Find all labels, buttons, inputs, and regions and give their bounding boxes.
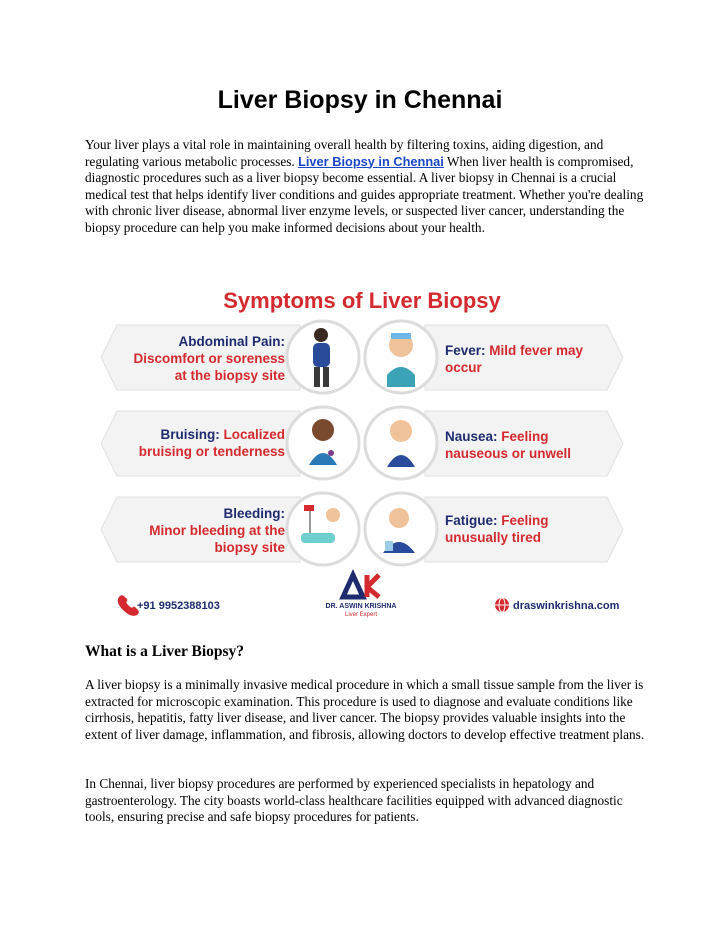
intro-text-start: Your liver plays a vital role in maintaining overall health by filtering toxins, aiding digestion, and regulating various metabolic processes. — [85, 137, 604, 169]
fever-line1 — [445, 343, 584, 358]
section-heading: What is a Liver Biopsy? — [85, 643, 245, 660]
fatigue-line1 — [445, 513, 549, 528]
intro-paragraph — [85, 137, 645, 236]
globe-icon — [495, 598, 509, 612]
bruising-heading: Bruising: — [160, 427, 220, 442]
abdominal-pain-line3: at the biopsy site — [174, 368, 285, 383]
bruising-rest: Localized — [219, 427, 285, 442]
logo-name: DR. ASWIN KRISHNA — [325, 603, 397, 610]
fever-heading: Fever: — [445, 343, 486, 358]
phone-icon — [118, 595, 139, 616]
bruising-line1 — [160, 427, 285, 442]
bleeding-line3: biopsy site — [214, 540, 285, 555]
chennai-paragraph: In Chennai, liver biopsy procedures are performed by experienced specialists in hepatology and gastroenterology. The city boasts world-class healthcare facilities equipped with advanced diagnostic tools, ensuring precise and safe biopsy procedures for patients. — [85, 776, 623, 824]
page-title: Liver Biopsy in Chennai — [217, 86, 503, 114]
bleeding-line2: Minor bleeding at the — [149, 523, 285, 538]
dr-aswin-krishna-logo-icon — [343, 575, 379, 597]
nausea-rest: Feeling — [497, 429, 549, 444]
fatigue-rest: Feeling — [497, 513, 549, 528]
fever-line2: occur — [445, 360, 482, 375]
infographic-svg — [95, 275, 630, 625]
website-url[interactable]: draswinkrishna.com — [513, 600, 620, 612]
abdominal-pain-line2: Discomfort or soreness — [133, 351, 285, 366]
fatigue-line2: unusually tired — [445, 530, 542, 545]
intro-text-end: When liver health is compromised, diagnostic procedures such as a liver biopsy become essential. A liver biopsy in Chennai is a crucial medical test that helps identify liver conditions and guides appropriate treatment. Whether you're dealing with chronic liver disease, abnormal liver enzyme levels, or suspected liver cancer, understanding the biopsy procedure can help you make informed decisions about your health. — [85, 153, 644, 235]
liver-biopsy-link[interactable]: Liver Biopsy in Chennai — [298, 153, 444, 169]
fever-rest: Mild fever may — [485, 343, 584, 358]
infographic-title: Symptoms of Liver Biopsy — [223, 288, 501, 313]
symptoms-infographic — [95, 275, 630, 625]
logo-subtitle: Liver Expert — [344, 612, 378, 618]
bleeding-heading: Bleeding: — [223, 506, 285, 521]
nausea-heading: Nausea: — [445, 429, 498, 444]
abdominal-pain-heading: Abdominal Pain: — [178, 334, 285, 349]
nausea-line2: nauseous or unwell — [445, 446, 572, 461]
fatigue-heading: Fatigue: — [445, 513, 498, 528]
bruising-line2: bruising or tenderness — [138, 444, 285, 459]
phone-number[interactable]: +91 9952388103 — [137, 600, 220, 612]
what-is-biopsy-paragraph: A liver biopsy is a minimally invasive medical procedure in which a small tissue sample from the liver is extracted for microscopic examination. This procedure is used to diagnose and evaluate conditions like cirrhosis, hepatitis, fatty liver disease, and liver cancer. The biopsy provides valuable insights into the extent of liver damage, inflammation, and fibrosis, allowing doctors to develop effective treatment plans. — [85, 677, 645, 742]
nausea-line1 — [445, 429, 549, 444]
